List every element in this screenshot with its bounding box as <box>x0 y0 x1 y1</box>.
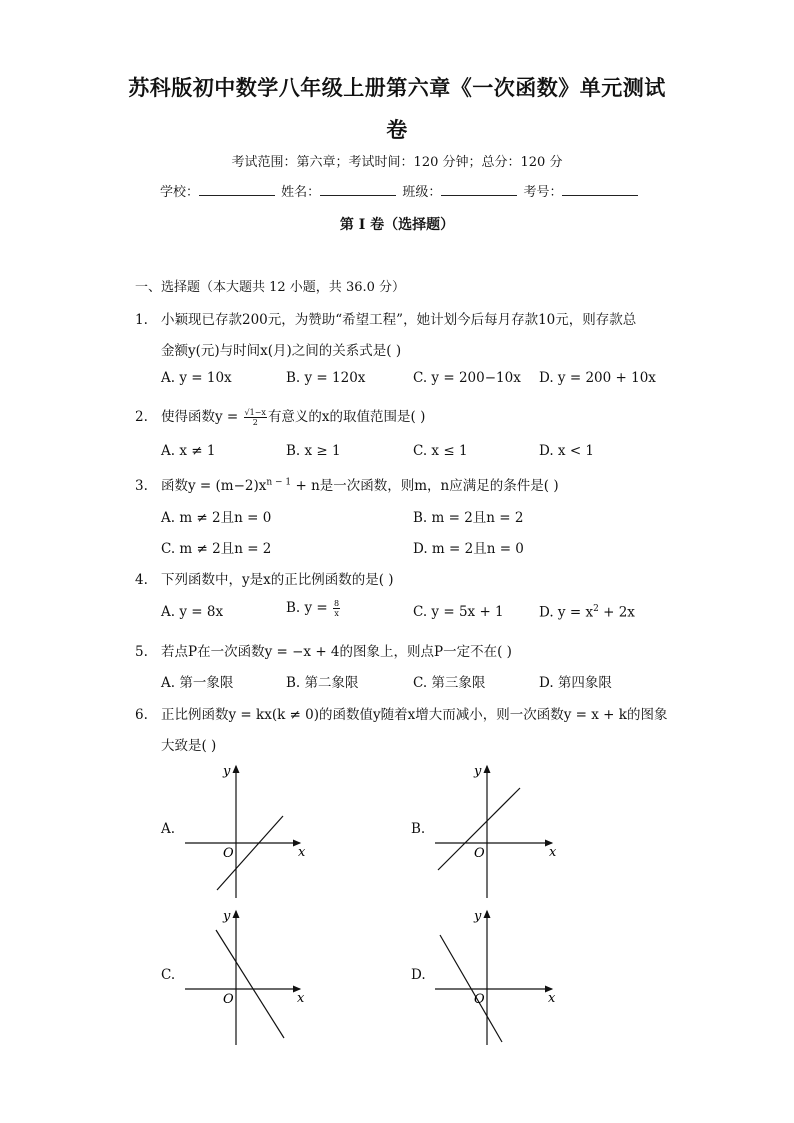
q4-option-c: C. y = 5x + 1 <box>413 604 504 620</box>
option-text: B. y = <box>286 600 333 616</box>
question-number: 1. <box>135 312 148 328</box>
q3-option-a: A. m ≠ 2且n = 0 <box>161 510 272 526</box>
exam-number-blank <box>562 183 638 196</box>
q4-option-d <box>539 604 635 621</box>
q2-option-a: A. x ≠ 1 <box>161 443 216 459</box>
question-text-line2: 金额y(元)与时间x(月)之间的关系式是( ) <box>161 343 402 359</box>
school-label: 学校： <box>160 185 200 200</box>
question-number: 5. <box>135 644 148 660</box>
question-number: 3. <box>135 478 148 494</box>
question-number: 4. <box>135 572 148 588</box>
q5-option-a: A. 第一象限 <box>161 675 234 691</box>
y-label: y <box>223 909 231 924</box>
y-label: y <box>474 909 482 924</box>
fraction-numerator: √1−x <box>244 408 266 417</box>
student-fields <box>160 181 640 200</box>
graph-d <box>430 905 570 1050</box>
question-2 <box>135 405 425 427</box>
q6-option-a: A. <box>161 821 176 837</box>
question-text: 下列函数中，y是x的正比例函数的是( ) <box>161 572 394 588</box>
name-blank <box>320 183 396 196</box>
q6-option-b: B. <box>411 821 426 837</box>
origin-label: O <box>474 992 485 1007</box>
school-blank <box>199 183 275 196</box>
exam-number-label: 考号： <box>523 185 563 200</box>
question-5 <box>135 640 512 660</box>
q1-option-c: C. y = 200−10x <box>413 370 521 386</box>
x-label: x <box>548 991 556 1006</box>
page-title-line2: 卷 <box>386 117 408 142</box>
fraction <box>244 408 267 427</box>
exponent: 2 <box>593 604 599 614</box>
x-label: x <box>549 845 557 860</box>
page-title-line1: 苏科版初中数学八年级上册第六章《一次函数》单元测试 <box>128 75 666 100</box>
origin-label: O <box>223 846 234 861</box>
option-text-post: + 2x <box>598 604 635 621</box>
fraction-denominator: x <box>334 609 339 618</box>
question-text: 若点P在一次函数y = −x + 4的图象上，则点P一定不在( ) <box>161 644 512 660</box>
question-text-post: 有意义的x的取值范围是( ) <box>267 409 426 425</box>
y-label: y <box>223 764 231 779</box>
question-text-post: + n是一次函数，则m，n应满足的条件是( ) <box>291 478 559 494</box>
exponent: n − 1 <box>266 477 292 488</box>
q3-option-d: D. m = 2且n = 0 <box>413 541 524 557</box>
fraction-numerator: 8 <box>334 599 340 608</box>
x-label: x <box>297 991 305 1006</box>
question-3 <box>135 474 559 494</box>
q1-option-b: B. y = 120x <box>286 370 366 386</box>
q5-option-b: B. 第二象限 <box>286 675 359 691</box>
exam-info: 考试范围：第六章；考试时间：120 分钟；总分：120 分 <box>231 155 563 170</box>
q5-option-c: C. 第三象限 <box>413 675 486 691</box>
graph-a <box>180 758 320 903</box>
question-text-line2: 大致是( ) <box>161 738 217 754</box>
q6-option-c: C. <box>161 967 176 983</box>
q2-option-b: B. x ≥ 1 <box>286 443 341 459</box>
y-label: y <box>474 764 482 779</box>
question-text-pre: 使得函数y = <box>161 409 243 425</box>
q1-option-a: A. y = 10x <box>161 370 232 386</box>
question-text-pre: 函数y = (m−2)x <box>161 478 267 494</box>
origin-label: O <box>474 846 485 861</box>
q5-option-d: D. 第四象限 <box>539 675 612 691</box>
origin-label: O <box>223 992 234 1007</box>
fraction <box>333 599 340 618</box>
section-title: 一、选择题（本大题共 12 小题，共 36.0 分） <box>135 280 406 295</box>
question-4 <box>135 568 394 588</box>
q3-option-b: B. m = 2且n = 2 <box>413 510 524 526</box>
q2-option-c: C. x ≤ 1 <box>413 443 468 459</box>
graph-c <box>180 905 320 1050</box>
question-text: 小颖现已存款200元，为赞助“希望工程”，她计划今后每月存款10元，则存款总 <box>161 312 637 328</box>
function-line <box>216 930 284 1038</box>
class-blank <box>441 183 517 196</box>
question-number: 6. <box>135 707 148 723</box>
volume-title: 第 I 卷（选择题） <box>339 217 455 233</box>
graph-b <box>430 758 570 903</box>
question-text: 正比例函数y = kx(k ≠ 0)的函数值y随着x增大而减小，则一次函数y = x + k的图象 <box>161 707 668 723</box>
question-1 <box>135 308 637 359</box>
q1-option-d: D. y = 200 + 10x <box>539 370 656 386</box>
fraction-denominator: 2 <box>252 418 258 427</box>
class-label: 班级： <box>402 185 442 200</box>
q4-option-b <box>286 599 341 618</box>
question-number: 2. <box>135 409 148 425</box>
option-text: D. y = x <box>539 604 594 621</box>
q2-option-d: D. x < 1 <box>539 443 595 459</box>
question-6 <box>135 703 668 754</box>
q3-option-c: C. m ≠ 2且n = 2 <box>161 541 272 557</box>
x-label: x <box>298 845 306 860</box>
q4-option-a: A. y = 8x <box>161 604 224 620</box>
name-label: 姓名： <box>281 185 321 200</box>
q6-option-d: D. <box>411 967 426 983</box>
